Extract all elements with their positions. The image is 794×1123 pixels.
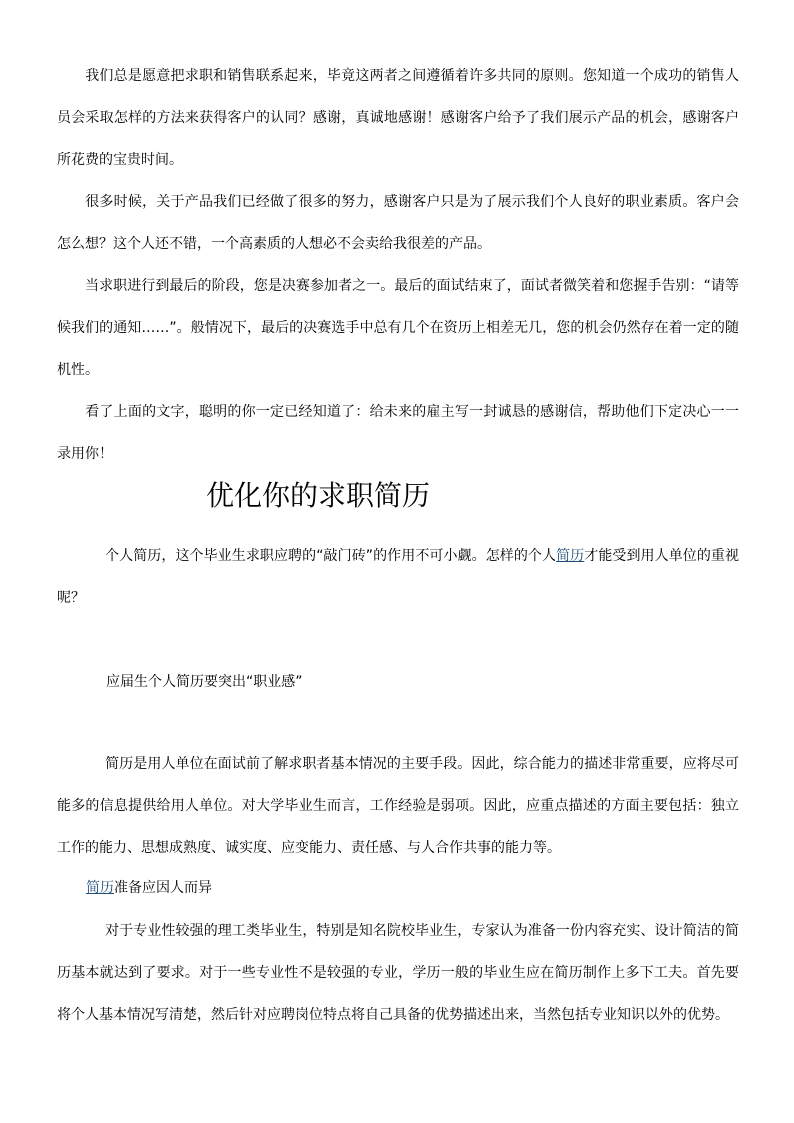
paragraph-text: 我们总是愿意把求职和销售联系起来，毕竟这两者之间遵循着许多共同的原则。您知道一个成功的销售人员会采取怎样的方法来获得客户的认同？感谢，真诚地感谢！感谢客户给予了我们展示产品的机会，感谢客户所花费的宝贵时间。 bbox=[57, 68, 739, 168]
subheading-resume-varies bbox=[86, 876, 212, 900]
resume-link[interactable]: 简历 bbox=[86, 880, 114, 896]
paragraph-text: 很多时候，关于产品我们已经做了很多的努力，感谢客户只是为了展示我们个人良好的职业素质。客户会怎么想？这个人还不错，一个高素质的人想必不会卖给我很差的产品。 bbox=[57, 194, 739, 252]
paragraph-final-stage bbox=[57, 265, 739, 391]
paragraph-text: 当求职进行到最后的阶段，您是决赛参加者之一。最后的面试结束了，面试者微笑着和您握手告别：“请等候我们的通知……”。般情况下，最后的决赛选手中总有几个在资历上相差无几，您的机会仍然存在着一定的随机性。 bbox=[57, 278, 739, 378]
section-heading: 优化你的求职简历 bbox=[206, 479, 431, 512]
paragraph-resume-purpose bbox=[57, 743, 739, 869]
subheading-text: 准备应因人而异 bbox=[114, 880, 212, 896]
paragraph-text: 对于专业性较强的理工类毕业生，特别是知名院校毕业生，专家认为准备一份内容充实、设计简洁的简历基本就达到了要求。对于一些专业性不是较强的专业，学历一般的毕业生应在简历制作上多下工夫。首先要将个人基本情况写清楚，然后针对应聘岗位特点将自己具备的优势描述出来，当然包括专业知识以外的优势。 bbox=[57, 923, 739, 1023]
paragraph-thanks-sales bbox=[57, 55, 739, 181]
resume-link[interactable]: 简历 bbox=[556, 548, 585, 564]
paragraph-resume-by-major bbox=[57, 910, 739, 1036]
paragraph-text: 看了上面的文字，聪明的你一定已经知道了：给未来的雇主写一封诚恳的感谢信，帮助他们下定决心一一录用你！ bbox=[57, 404, 739, 462]
subheading-professional-sense: 应届生个人简历要突出“职业感” bbox=[106, 674, 303, 690]
paragraph-resume-intro bbox=[57, 535, 739, 619]
paragraph-product-effort bbox=[57, 181, 739, 265]
intro-text-after: 才能受到用人单位的重视呢？ bbox=[57, 548, 740, 606]
paragraph-thank-you-letter bbox=[57, 391, 739, 475]
paragraph-text: 简历是用人单位在面试前了解求职者基本情况的主要手段。因此，综合能力的描述非常重要，应将尽可能多的信息提供给用人单位。对大学毕业生而言，工作经验是弱项。因此，应重点描述的方面主要包括：独立工作的能力、思想成熟度、诚实度、应变能力、责任感、与人合作共事的能力等。 bbox=[57, 756, 739, 856]
intro-text-before: 个人简历，这个毕业生求职应聘的“敲门砖”的作用不可小觑。怎样的个人 bbox=[105, 548, 557, 564]
